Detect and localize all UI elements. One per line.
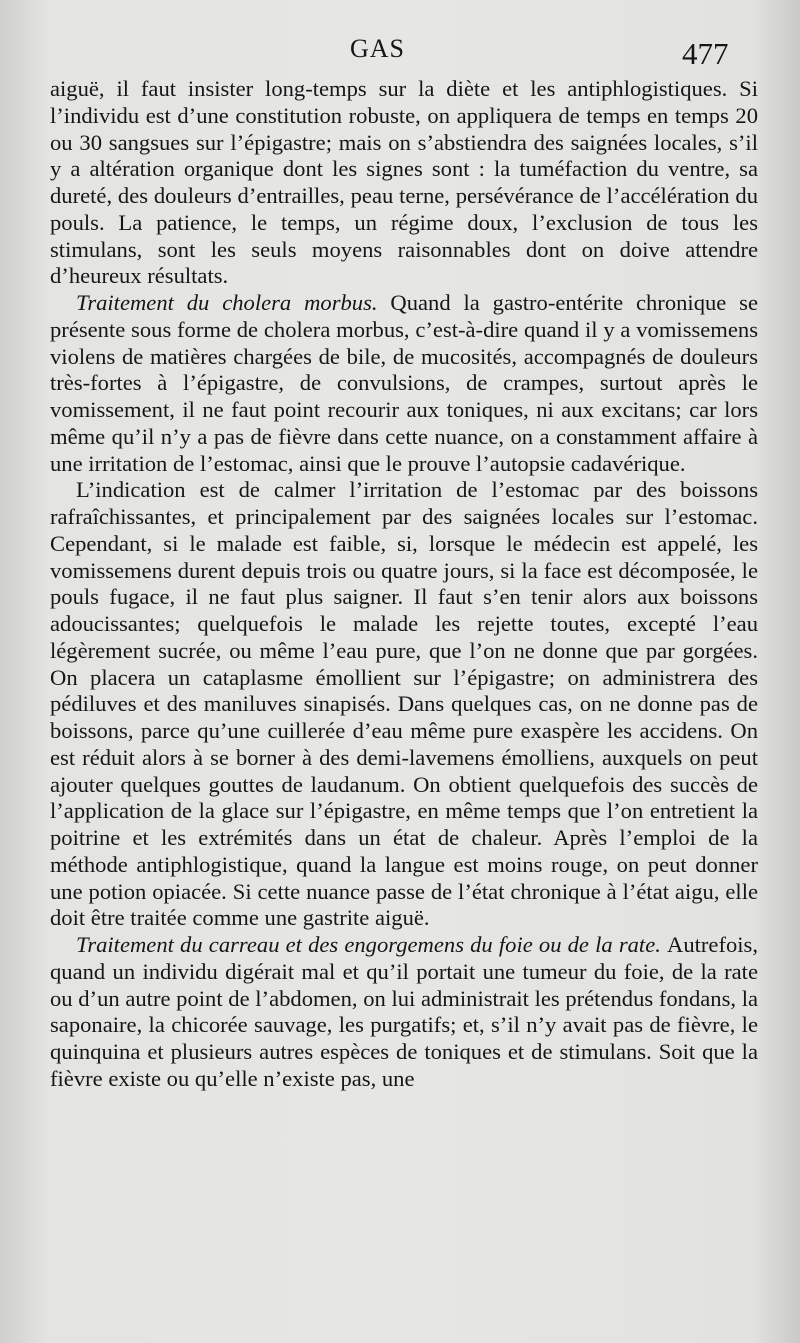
page-number: 477 — [682, 36, 729, 71]
paragraph-carreau — [50, 932, 758, 1093]
text-body — [50, 76, 758, 1093]
section-heading: Traitement du carreau et des engorgemens du foie ou de la rate. — [76, 932, 668, 957]
running-title: GAS — [350, 34, 406, 63]
paragraph-text: L’indication est de calmer l’irritation de l’estomac par des boissons rafraîchissantes, et principalement par des saignées locales sur l’estomac. Cependant, si le malade est faible, si, lorsque le médecin est appelé, les vomissemens durent depuis trois ou quatre jours, si la face est décomposée, le pouls fugace, il ne faut plus saigner. Il faut s’en tenir alors aux boissons adoucissantes; quelquefois le malade les rejette toutes, excepté l’eau légèrement sucrée, ou même l’eau pure, que l’on ne donne que par gorgées. On placera un cataplasme émollient sur l’épigastre; on administrera des pédiluves et des maniluves sinapisés. Dans quelques cas, on ne donne pas de boissons, parce qu’une cuillerée d’eau même pure exaspère les accidens. On est réduit alors à se borner à des demi-lavemens émolliens, auxquels on peut ajouter quelques gouttes de laudanum. On obtient quelquefois des succès de l’application de la glace sur l’épigastre, en même temps que l’on entretient la poitrine et les extrémités dans un état de chaleur. Après l’emploi de la méthode antiphlogistique, quand la langue est moins rouge, on peut donner une potion opiacée. Si cette nuance passe de l’état chronique à l’état aigu, elle doit être traitée comme une gastrite aiguë. — [50, 477, 758, 931]
running-head — [0, 34, 800, 74]
paragraph-text: aiguë, il faut insister long-temps sur la diète et les antiphlogistiques. Si l’individu est d’une constitution robuste, on appliquera de temps en temps 20 ou 30 sangsues sur l’épigastre; mais on s’abstiendra des saignées locales, s’il y a altération organique dont les signes sont : la tuméfaction du ventre, sa dureté, des douleurs d’entrailles, peau terne, persévérance de l’accélération du pouls. La patience, le temps, un régime doux, l’exclusion de tous les stimulans, sont les seuls moyens raisonnables dont on doive attendre d’heureux résultats. — [50, 76, 758, 289]
paragraph-text: Autrefois, quand un individu digérait mal et qu’il portait une tumeur du foie, de la rate ou d’un autre point de l’abdomen, on lui administrait les prétendus fondans, la saponaire, la chicorée sauvage, les purgatifs; et, s’il n’y avait pas de fièvre, le quinquina et plusieurs autres espèces de toniques et de stimulans. Soit que la fièvre existe ou qu’elle n’existe pas, une — [50, 932, 758, 1091]
paragraph-continuation — [50, 76, 758, 290]
paragraph-indication — [50, 477, 758, 932]
section-heading: Traitement du cholera morbus. — [76, 290, 391, 315]
paragraph-cholera-morbus — [50, 290, 758, 477]
paragraph-text: Quand la gastro-entérite chronique se présente sous forme de cholera morbus, c’est-à-dire quand il y a vomissemens violens de matières chargées de bile, de mucosités, accompagnés de douleurs très-fortes à l’épigastre, de convulsions, de crampes, surtout après le vomissement, il ne faut point recourir aux toniques, ni aux excitans; car lors même qu’il n’y a pas de fièvre dans cette nuance, on a constamment affaire à une irritation de l’estomac, ainsi que le prouve l’autopsie cadavérique. — [50, 290, 758, 476]
